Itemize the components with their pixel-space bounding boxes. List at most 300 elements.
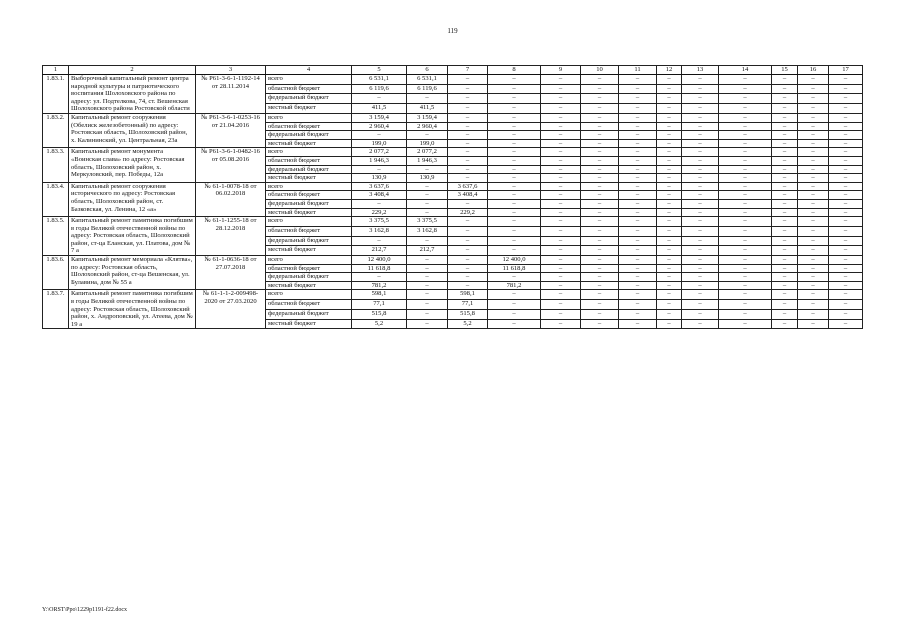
amount-cell: – bbox=[798, 174, 829, 183]
funding-source-label: всего bbox=[266, 217, 352, 227]
amount-cell: – bbox=[488, 182, 541, 191]
amount-cell: – bbox=[657, 113, 682, 122]
amount-cell: – bbox=[619, 217, 657, 227]
amount-cell: – bbox=[581, 122, 619, 131]
amount-cell: – bbox=[581, 217, 619, 227]
amount-cell: – bbox=[772, 319, 798, 329]
amount-cell: – bbox=[657, 84, 682, 94]
amount-cell: – bbox=[682, 199, 719, 208]
amount-cell: – bbox=[682, 174, 719, 183]
amount-cell: – bbox=[448, 113, 488, 122]
amount-cell: – bbox=[407, 256, 448, 265]
amount-cell: – bbox=[719, 182, 772, 191]
amount-cell: 781,2 bbox=[488, 281, 541, 290]
amount-cell: – bbox=[619, 122, 657, 131]
amount-cell: – bbox=[798, 208, 829, 217]
amount-cell: – bbox=[657, 290, 682, 300]
amount-cell: – bbox=[407, 131, 448, 140]
amount-cell: – bbox=[772, 309, 798, 319]
amount-cell: – bbox=[407, 309, 448, 319]
amount-cell: – bbox=[682, 122, 719, 131]
amount-cell: – bbox=[619, 199, 657, 208]
object-name: Капитальный ремонт сооружения исторического по адресу: Ростовская область, Шолоховский район, ст. Базковская, ул. Ленина, 12 «а» bbox=[69, 182, 196, 216]
document-reference: № 61-1-0636-18 от 27.07.2018 bbox=[196, 256, 266, 290]
amount-cell: – bbox=[541, 256, 581, 265]
amount-cell: – bbox=[772, 208, 798, 217]
amount-cell: – bbox=[719, 165, 772, 174]
amount-cell: – bbox=[798, 75, 829, 85]
amount-cell: – bbox=[772, 236, 798, 246]
amount-cell: – bbox=[657, 148, 682, 157]
funding-source-label: федеральный бюджет bbox=[266, 131, 352, 140]
amount-cell: 598,1 bbox=[352, 290, 407, 300]
amount-cell: – bbox=[657, 226, 682, 236]
amount-cell: – bbox=[448, 246, 488, 256]
amount-cell: 1 946,3 bbox=[407, 156, 448, 165]
amount-cell: – bbox=[657, 191, 682, 200]
amount-cell: 5,2 bbox=[448, 319, 488, 329]
amount-cell: – bbox=[682, 309, 719, 319]
amount-cell: – bbox=[541, 319, 581, 329]
amount-cell: – bbox=[541, 174, 581, 183]
amount-cell: – bbox=[657, 281, 682, 290]
amount-cell: – bbox=[682, 226, 719, 236]
amount-cell: – bbox=[719, 139, 772, 148]
amount-cell: – bbox=[488, 290, 541, 300]
amount-cell: – bbox=[488, 174, 541, 183]
amount-cell: – bbox=[772, 182, 798, 191]
column-header: 11 bbox=[619, 66, 657, 75]
amount-cell: – bbox=[719, 264, 772, 273]
amount-cell: – bbox=[407, 208, 448, 217]
amount-cell: – bbox=[719, 300, 772, 310]
funding-source-label: всего bbox=[266, 290, 352, 300]
funding-source-label: областной бюджет bbox=[266, 84, 352, 94]
amount-cell: – bbox=[682, 208, 719, 217]
amount-cell: – bbox=[619, 94, 657, 104]
amount-cell: 781,2 bbox=[352, 281, 407, 290]
amount-cell: – bbox=[829, 104, 863, 114]
amount-cell: – bbox=[657, 165, 682, 174]
amount-cell: – bbox=[829, 226, 863, 236]
amount-cell: – bbox=[407, 182, 448, 191]
amount-cell: – bbox=[719, 148, 772, 157]
amount-cell: – bbox=[448, 165, 488, 174]
amount-cell: – bbox=[682, 75, 719, 85]
amount-cell: – bbox=[407, 300, 448, 310]
amount-cell: – bbox=[798, 300, 829, 310]
amount-cell: – bbox=[541, 182, 581, 191]
amount-cell: – bbox=[619, 256, 657, 265]
amount-cell: – bbox=[719, 174, 772, 183]
amount-cell: – bbox=[772, 165, 798, 174]
amount-cell: – bbox=[829, 281, 863, 290]
amount-cell: – bbox=[581, 281, 619, 290]
amount-cell: – bbox=[352, 131, 407, 140]
amount-cell: – bbox=[541, 75, 581, 85]
amount-cell: – bbox=[829, 148, 863, 157]
amount-cell: – bbox=[682, 236, 719, 246]
amount-cell: – bbox=[682, 104, 719, 114]
amount-cell: – bbox=[719, 94, 772, 104]
amount-cell: – bbox=[772, 139, 798, 148]
funding-source-label: федеральный бюджет bbox=[266, 273, 352, 282]
amount-cell: – bbox=[772, 264, 798, 273]
amount-cell: – bbox=[407, 236, 448, 246]
amount-cell: – bbox=[581, 226, 619, 236]
amount-cell: 12 400,0 bbox=[352, 256, 407, 265]
amount-cell: – bbox=[798, 309, 829, 319]
table-row bbox=[43, 113, 863, 122]
amount-cell: – bbox=[488, 273, 541, 282]
amount-cell: – bbox=[488, 113, 541, 122]
column-header: 1 bbox=[43, 66, 69, 75]
column-header: 15 bbox=[772, 66, 798, 75]
funding-source-label: всего bbox=[266, 256, 352, 265]
column-header: 13 bbox=[682, 66, 719, 75]
amount-cell: – bbox=[448, 256, 488, 265]
funding-source-label: федеральный бюджет bbox=[266, 94, 352, 104]
amount-cell: – bbox=[619, 281, 657, 290]
amount-cell: – bbox=[829, 84, 863, 94]
amount-cell: 130,9 bbox=[352, 174, 407, 183]
amount-cell: – bbox=[798, 290, 829, 300]
funding-source-label: местный бюджет bbox=[266, 104, 352, 114]
amount-cell: – bbox=[448, 131, 488, 140]
amount-cell: – bbox=[448, 139, 488, 148]
amount-cell: – bbox=[657, 139, 682, 148]
amount-cell: 3 159,4 bbox=[407, 113, 448, 122]
amount-cell: – bbox=[657, 309, 682, 319]
amount-cell: – bbox=[798, 256, 829, 265]
amount-cell: – bbox=[488, 75, 541, 85]
amount-cell: 2 960,4 bbox=[352, 122, 407, 131]
amount-cell: 229,2 bbox=[448, 208, 488, 217]
funding-source-label: местный бюджет bbox=[266, 281, 352, 290]
column-header: 8 bbox=[488, 66, 541, 75]
amount-cell: – bbox=[772, 122, 798, 131]
amount-cell: – bbox=[581, 182, 619, 191]
amount-cell: – bbox=[772, 94, 798, 104]
amount-cell: – bbox=[541, 236, 581, 246]
table-row bbox=[43, 217, 863, 227]
amount-cell: – bbox=[541, 156, 581, 165]
amount-cell: – bbox=[581, 113, 619, 122]
amount-cell: – bbox=[829, 300, 863, 310]
amount-cell: – bbox=[829, 199, 863, 208]
amount-cell: – bbox=[719, 319, 772, 329]
column-header: 14 bbox=[719, 66, 772, 75]
amount-cell: – bbox=[581, 264, 619, 273]
amount-cell: – bbox=[488, 156, 541, 165]
amount-cell: – bbox=[581, 174, 619, 183]
object-name: Выборочный капитальный ремонт центра народной культуры и патриотического воспитания Шолоховского района по адресу: ул. Подтелкова, 74, ст. Вешенская Шолоховского района Ростовской области bbox=[69, 75, 196, 114]
amount-cell: – bbox=[657, 256, 682, 265]
file-path-footer: Y:\ORST\Ppo\1229p1191-f22.docx bbox=[42, 607, 128, 613]
amount-cell: – bbox=[798, 165, 829, 174]
amount-cell: – bbox=[541, 94, 581, 104]
amount-cell: – bbox=[719, 273, 772, 282]
amount-cell: – bbox=[719, 104, 772, 114]
amount-cell: – bbox=[541, 226, 581, 236]
amount-cell: – bbox=[829, 75, 863, 85]
amount-cell: – bbox=[488, 309, 541, 319]
amount-cell: – bbox=[657, 264, 682, 273]
amount-cell: – bbox=[772, 75, 798, 85]
amount-cell: – bbox=[682, 300, 719, 310]
amount-cell: – bbox=[719, 256, 772, 265]
amount-cell: – bbox=[448, 75, 488, 85]
amount-cell: 199,0 bbox=[352, 139, 407, 148]
amount-cell: – bbox=[682, 217, 719, 227]
amount-cell: 598,1 bbox=[448, 290, 488, 300]
amount-cell: – bbox=[798, 246, 829, 256]
object-name: Капитальный ремонт мемориала «Клятва», по адресу: Ростовская область, Шолоховский район, ст-ца Вешенская, ул. Булавина, дом № 55 а bbox=[69, 256, 196, 290]
amount-cell: 515,8 bbox=[352, 309, 407, 319]
amount-cell: – bbox=[581, 319, 619, 329]
table-row bbox=[43, 290, 863, 300]
amount-cell: – bbox=[829, 273, 863, 282]
amount-cell: – bbox=[657, 236, 682, 246]
amount-cell: – bbox=[798, 182, 829, 191]
amount-cell: – bbox=[657, 131, 682, 140]
amount-cell: – bbox=[619, 139, 657, 148]
amount-cell: – bbox=[798, 199, 829, 208]
funding-source-label: областной бюджет bbox=[266, 191, 352, 200]
amount-cell: 3 408,4 bbox=[352, 191, 407, 200]
amount-cell: 3 375,5 bbox=[352, 217, 407, 227]
amount-cell: – bbox=[657, 208, 682, 217]
amount-cell: – bbox=[682, 94, 719, 104]
amount-cell: – bbox=[541, 264, 581, 273]
table-row bbox=[43, 75, 863, 85]
amount-cell: – bbox=[682, 113, 719, 122]
amount-cell: – bbox=[619, 300, 657, 310]
funding-source-label: федеральный бюджет bbox=[266, 236, 352, 246]
amount-cell: – bbox=[581, 236, 619, 246]
amount-cell: – bbox=[719, 236, 772, 246]
amount-cell: – bbox=[829, 309, 863, 319]
amount-cell: – bbox=[581, 165, 619, 174]
amount-cell: – bbox=[448, 122, 488, 131]
amount-cell: – bbox=[619, 246, 657, 256]
amount-cell: – bbox=[719, 131, 772, 140]
amount-cell: – bbox=[719, 208, 772, 217]
amount-cell: – bbox=[829, 217, 863, 227]
amount-cell: 1 946,3 bbox=[352, 156, 407, 165]
funding-source-label: областной бюджет bbox=[266, 156, 352, 165]
amount-cell: – bbox=[682, 319, 719, 329]
amount-cell: – bbox=[798, 319, 829, 329]
amount-cell: – bbox=[619, 104, 657, 114]
funding-source-label: всего bbox=[266, 148, 352, 157]
amount-cell: – bbox=[657, 156, 682, 165]
amount-cell: – bbox=[682, 139, 719, 148]
column-header-row bbox=[43, 66, 863, 75]
amount-cell: – bbox=[448, 281, 488, 290]
amount-cell: 411,5 bbox=[407, 104, 448, 114]
amount-cell: – bbox=[488, 226, 541, 236]
amount-cell: – bbox=[798, 226, 829, 236]
item-number: 1.83.3. bbox=[43, 148, 69, 182]
amount-cell: – bbox=[682, 148, 719, 157]
amount-cell: – bbox=[657, 94, 682, 104]
amount-cell: – bbox=[541, 273, 581, 282]
amount-cell: – bbox=[488, 208, 541, 217]
amount-cell: – bbox=[829, 191, 863, 200]
amount-cell: – bbox=[682, 182, 719, 191]
amount-cell: – bbox=[682, 256, 719, 265]
amount-cell: – bbox=[488, 191, 541, 200]
amount-cell: – bbox=[581, 104, 619, 114]
amount-cell: 212,7 bbox=[407, 246, 448, 256]
amount-cell: – bbox=[541, 139, 581, 148]
amount-cell: 3 375,5 bbox=[407, 217, 448, 227]
object-name: Капитальный ремонт памятника погибшим в годы Великой отечественной войны по адресу: Ростовская область, Шолоховский район, ст-ца Еланская, ул. Платова, дом № 7 а bbox=[69, 217, 196, 256]
amount-cell: – bbox=[448, 94, 488, 104]
column-header: 3 bbox=[196, 66, 266, 75]
amount-cell: – bbox=[798, 131, 829, 140]
amount-cell: – bbox=[407, 191, 448, 200]
document-reference: № 61-1-1-2-009498-2020 от 27.03.2020 bbox=[196, 290, 266, 329]
amount-cell: – bbox=[798, 156, 829, 165]
amount-cell: – bbox=[829, 113, 863, 122]
funding-source-label: всего bbox=[266, 182, 352, 191]
column-header: 10 bbox=[581, 66, 619, 75]
funding-source-label: всего bbox=[266, 75, 352, 85]
amount-cell: – bbox=[772, 199, 798, 208]
amount-cell: – bbox=[657, 199, 682, 208]
funding-source-label: областной бюджет bbox=[266, 122, 352, 131]
table-row bbox=[43, 148, 863, 157]
amount-cell: – bbox=[581, 156, 619, 165]
amount-cell: – bbox=[352, 236, 407, 246]
funding-source-label: федеральный бюджет bbox=[266, 199, 352, 208]
amount-cell: – bbox=[407, 199, 448, 208]
page-number: 119 bbox=[447, 27, 458, 35]
amount-cell: – bbox=[798, 191, 829, 200]
amount-cell: – bbox=[682, 290, 719, 300]
amount-cell: – bbox=[448, 104, 488, 114]
amount-cell: – bbox=[448, 199, 488, 208]
document-reference: № 61-1-0078-18 от 06.02.2018 bbox=[196, 182, 266, 216]
amount-cell: – bbox=[829, 165, 863, 174]
column-header: 2 bbox=[69, 66, 196, 75]
amount-cell: – bbox=[657, 104, 682, 114]
amount-cell: – bbox=[619, 156, 657, 165]
amount-cell: 3 162,8 bbox=[407, 226, 448, 236]
amount-cell: – bbox=[581, 199, 619, 208]
object-name: Капитальный ремонт сооружения (Обелиск железобетонный) по адресу: Ростовская область, Шолоховский район, х. Калининский, ул. Центральная, 23а bbox=[69, 113, 196, 147]
funding-source-label: федеральный бюджет bbox=[266, 165, 352, 174]
amount-cell: – bbox=[448, 264, 488, 273]
amount-cell: – bbox=[488, 131, 541, 140]
amount-cell: 229,2 bbox=[352, 208, 407, 217]
amount-cell: – bbox=[657, 122, 682, 131]
amount-cell: – bbox=[488, 148, 541, 157]
amount-cell: – bbox=[541, 246, 581, 256]
amount-cell: – bbox=[488, 139, 541, 148]
amount-cell: – bbox=[682, 191, 719, 200]
amount-cell: – bbox=[488, 319, 541, 329]
amount-cell: 130,9 bbox=[407, 174, 448, 183]
amount-cell: – bbox=[407, 94, 448, 104]
item-number: 1.83.4. bbox=[43, 182, 69, 216]
funding-source-label: местный бюджет bbox=[266, 139, 352, 148]
amount-cell: – bbox=[541, 122, 581, 131]
funding-source-label: областной бюджет bbox=[266, 264, 352, 273]
funding-source-label: областной бюджет bbox=[266, 300, 352, 310]
amount-cell: – bbox=[541, 165, 581, 174]
amount-cell: – bbox=[719, 75, 772, 85]
amount-cell: – bbox=[772, 104, 798, 114]
amount-cell: – bbox=[719, 122, 772, 131]
amount-cell: – bbox=[407, 290, 448, 300]
amount-cell: 3 637,6 bbox=[448, 182, 488, 191]
amount-cell: – bbox=[719, 199, 772, 208]
amount-cell: – bbox=[448, 156, 488, 165]
amount-cell: – bbox=[829, 256, 863, 265]
amount-cell: – bbox=[619, 319, 657, 329]
amount-cell: – bbox=[541, 191, 581, 200]
amount-cell: – bbox=[719, 226, 772, 236]
amount-cell: – bbox=[619, 165, 657, 174]
amount-cell: – bbox=[829, 94, 863, 104]
amount-cell: 6 531,1 bbox=[352, 75, 407, 85]
funding-source-label: всего bbox=[266, 113, 352, 122]
amount-cell: – bbox=[829, 264, 863, 273]
amount-cell: – bbox=[619, 131, 657, 140]
amount-cell: 411,5 bbox=[352, 104, 407, 114]
amount-cell: – bbox=[772, 217, 798, 227]
amount-cell: – bbox=[829, 182, 863, 191]
amount-cell: – bbox=[772, 191, 798, 200]
amount-cell: 6 531,1 bbox=[407, 75, 448, 85]
amount-cell: – bbox=[619, 273, 657, 282]
amount-cell: – bbox=[488, 236, 541, 246]
amount-cell: – bbox=[772, 148, 798, 157]
amount-cell: – bbox=[772, 273, 798, 282]
amount-cell: – bbox=[352, 199, 407, 208]
amount-cell: – bbox=[829, 122, 863, 131]
amount-cell: – bbox=[682, 264, 719, 273]
amount-cell: – bbox=[719, 246, 772, 256]
amount-cell: – bbox=[798, 122, 829, 131]
amount-cell: – bbox=[619, 84, 657, 94]
amount-cell: 77,1 bbox=[352, 300, 407, 310]
column-header: 12 bbox=[657, 66, 682, 75]
amount-cell: – bbox=[682, 165, 719, 174]
amount-cell: – bbox=[407, 319, 448, 329]
document-reference: № Р61-3-6-1-0482-16 от 05.08.2016 bbox=[196, 148, 266, 182]
amount-cell: – bbox=[488, 94, 541, 104]
amount-cell: – bbox=[657, 174, 682, 183]
amount-cell: – bbox=[581, 256, 619, 265]
amount-cell: – bbox=[488, 84, 541, 94]
amount-cell: – bbox=[619, 309, 657, 319]
amount-cell: – bbox=[581, 75, 619, 85]
amount-cell: – bbox=[448, 148, 488, 157]
amount-cell: 3 637,6 bbox=[352, 182, 407, 191]
amount-cell: – bbox=[719, 156, 772, 165]
amount-cell: – bbox=[829, 208, 863, 217]
column-header: 7 bbox=[448, 66, 488, 75]
amount-cell: – bbox=[581, 208, 619, 217]
amount-cell: 3 159,4 bbox=[352, 113, 407, 122]
column-header: 17 bbox=[829, 66, 863, 75]
amount-cell: – bbox=[772, 174, 798, 183]
amount-cell: – bbox=[719, 84, 772, 94]
